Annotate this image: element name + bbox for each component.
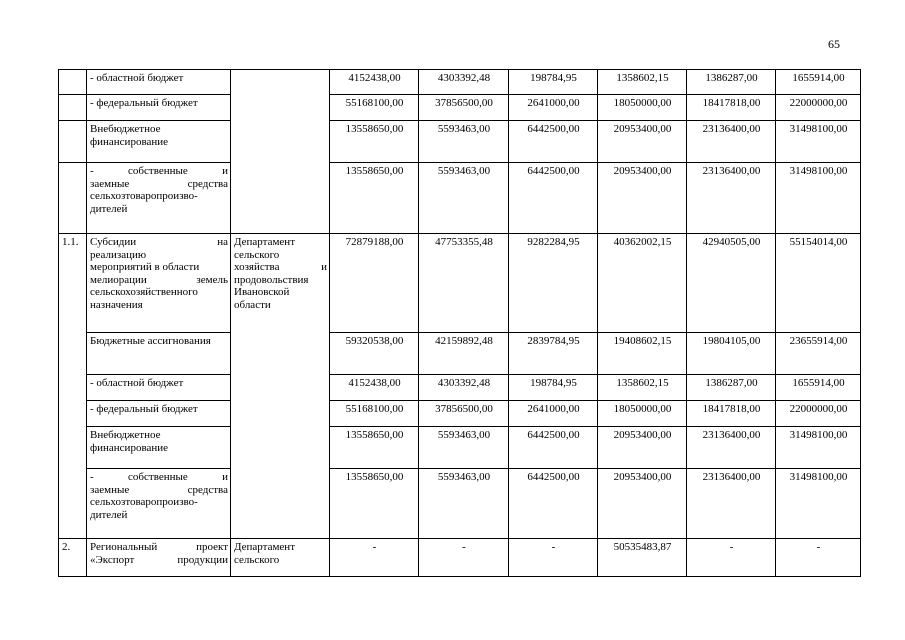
value-cell: 5593463,00 bbox=[419, 163, 509, 234]
table-row bbox=[59, 375, 861, 401]
value-cell: 37856500,00 bbox=[419, 95, 509, 121]
value-cell: 23136400,00 bbox=[687, 163, 776, 234]
value-cell: 6442500,00 bbox=[509, 469, 598, 539]
value-cell: 6442500,00 bbox=[509, 427, 598, 469]
value-cell: 40362002,15 bbox=[598, 234, 687, 333]
table-row bbox=[59, 70, 861, 95]
value-cell: 2641000,00 bbox=[509, 401, 598, 427]
row-label: - федеральный бюджет bbox=[87, 401, 231, 427]
value-cell: 72879188,00 bbox=[330, 234, 419, 333]
row-label: Внебюджетное финансирование bbox=[87, 121, 231, 163]
index-cell bbox=[59, 95, 87, 121]
value-cell: 1358602,15 bbox=[598, 70, 687, 95]
section-index: 2. bbox=[59, 539, 87, 577]
section-title: Региональный проект «Экспорт продукции bbox=[87, 539, 231, 577]
value-cell: 20953400,00 bbox=[598, 469, 687, 539]
value-cell: 22000000,00 bbox=[776, 95, 861, 121]
table-row bbox=[59, 163, 861, 234]
row-label: - собственные и заемные средства сельхозтоваропроизво- дителей bbox=[87, 163, 231, 234]
value-cell: - bbox=[509, 539, 598, 577]
table-row bbox=[59, 427, 861, 469]
row-label: - собственные и заемные средства сельхозтоваропроизво- дителей bbox=[87, 469, 231, 539]
value-cell: - bbox=[687, 539, 776, 577]
value-cell: 13558650,00 bbox=[330, 427, 419, 469]
department-cell: Департамент сельского bbox=[231, 539, 330, 577]
value-cell: 31498100,00 bbox=[776, 121, 861, 163]
value-cell: 22000000,00 bbox=[776, 401, 861, 427]
table-row bbox=[59, 401, 861, 427]
value-cell: - bbox=[419, 539, 509, 577]
value-cell: 55154014,00 bbox=[776, 234, 861, 333]
value-cell: 42159892,48 bbox=[419, 333, 509, 375]
value-cell: 31498100,00 bbox=[776, 427, 861, 469]
table-row bbox=[59, 469, 861, 539]
index-cell bbox=[59, 70, 87, 95]
index-cell bbox=[59, 121, 87, 163]
value-cell: 6442500,00 bbox=[509, 121, 598, 163]
page-number: 65 bbox=[828, 37, 840, 51]
row-label: Внебюджетное финансирование bbox=[87, 427, 231, 469]
row-label: Бюджетные ассигнования bbox=[87, 333, 231, 375]
table-row bbox=[59, 95, 861, 121]
section-index: 1.1. bbox=[59, 234, 87, 539]
value-cell: 4152438,00 bbox=[330, 375, 419, 401]
row-label: - областной бюджет bbox=[87, 375, 231, 401]
value-cell: 55168100,00 bbox=[330, 401, 419, 427]
value-cell: 198784,95 bbox=[509, 375, 598, 401]
value-cell: 23136400,00 bbox=[687, 121, 776, 163]
value-cell: 37856500,00 bbox=[419, 401, 509, 427]
value-cell: 5593463,00 bbox=[419, 121, 509, 163]
section-title: Субсидии на реализацию мероприятий в области мелиорации земель сельскохозяйственного назначения bbox=[87, 234, 231, 333]
value-cell: 50535483,87 bbox=[598, 539, 687, 577]
value-cell: 23655914,00 bbox=[776, 333, 861, 375]
value-cell: - bbox=[776, 539, 861, 577]
value-cell: 18417818,00 bbox=[687, 95, 776, 121]
value-cell: 20953400,00 bbox=[598, 163, 687, 234]
value-cell: 13558650,00 bbox=[330, 469, 419, 539]
value-cell: - bbox=[330, 539, 419, 577]
value-cell: 5593463,00 bbox=[419, 427, 509, 469]
value-cell: 20953400,00 bbox=[598, 121, 687, 163]
value-cell: 19804105,00 bbox=[687, 333, 776, 375]
value-cell: 9282284,95 bbox=[509, 234, 598, 333]
value-cell: 47753355,48 bbox=[419, 234, 509, 333]
value-cell: 1655914,00 bbox=[776, 70, 861, 95]
value-cell: 19408602,15 bbox=[598, 333, 687, 375]
value-cell: 1655914,00 bbox=[776, 375, 861, 401]
value-cell: 5593463,00 bbox=[419, 469, 509, 539]
department-cell: Департамент сельского хозяйства и продовольствия Ивановской области bbox=[231, 234, 330, 539]
value-cell: 31498100,00 bbox=[776, 469, 861, 539]
table-row bbox=[59, 539, 861, 577]
value-cell: 2641000,00 bbox=[509, 95, 598, 121]
value-cell: 13558650,00 bbox=[330, 121, 419, 163]
value-cell: 20953400,00 bbox=[598, 427, 687, 469]
value-cell: 4303392,48 bbox=[419, 70, 509, 95]
value-cell: 198784,95 bbox=[509, 70, 598, 95]
value-cell: 1386287,00 bbox=[687, 70, 776, 95]
value-cell: 23136400,00 bbox=[687, 427, 776, 469]
table-row bbox=[59, 333, 861, 375]
value-cell: 23136400,00 bbox=[687, 469, 776, 539]
value-cell: 18050000,00 bbox=[598, 95, 687, 121]
value-cell: 59320538,00 bbox=[330, 333, 419, 375]
value-cell: 2839784,95 bbox=[509, 333, 598, 375]
department-cell bbox=[231, 70, 330, 234]
row-label: - областной бюджет bbox=[87, 70, 231, 95]
value-cell: 1358602,15 bbox=[598, 375, 687, 401]
value-cell: 1386287,00 bbox=[687, 375, 776, 401]
table-row bbox=[59, 121, 861, 163]
table-row bbox=[59, 234, 861, 333]
value-cell: 42940505,00 bbox=[687, 234, 776, 333]
row-label: - федеральный бюджет bbox=[87, 95, 231, 121]
value-cell: 31498100,00 bbox=[776, 163, 861, 234]
budget-table bbox=[58, 69, 861, 577]
value-cell: 6442500,00 bbox=[509, 163, 598, 234]
value-cell: 18050000,00 bbox=[598, 401, 687, 427]
value-cell: 13558650,00 bbox=[330, 163, 419, 234]
value-cell: 4152438,00 bbox=[330, 70, 419, 95]
value-cell: 4303392,48 bbox=[419, 375, 509, 401]
value-cell: 18417818,00 bbox=[687, 401, 776, 427]
value-cell: 55168100,00 bbox=[330, 95, 419, 121]
index-cell bbox=[59, 163, 87, 234]
